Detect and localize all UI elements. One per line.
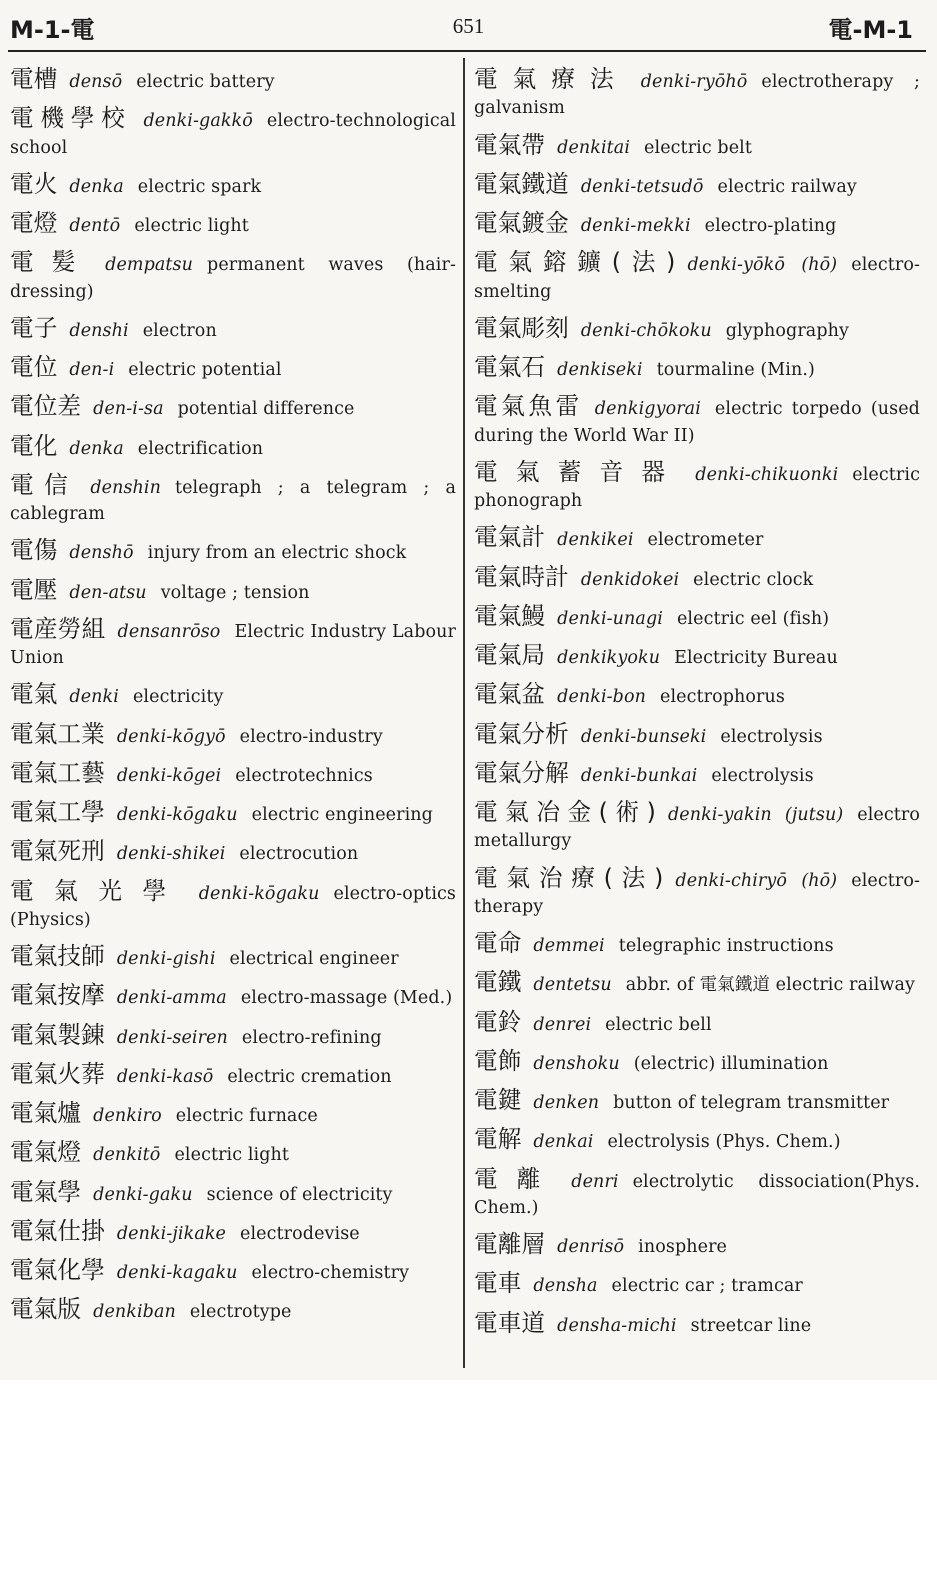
entry-romanization: denki-gishi <box>116 949 216 969</box>
dictionary-entry <box>10 393 456 422</box>
entry-romanization: denki-kasō <box>116 1066 214 1087</box>
entry-romanization: denki-chikuonki <box>695 464 839 485</box>
dictionary-entry <box>474 642 920 671</box>
entry-headword: 電氣分析 <box>474 719 569 748</box>
entry-headword: 電氣鎔鑛(法) <box>474 248 676 277</box>
entry-headword: 電火 <box>10 169 58 198</box>
entry-romanization: denki-kōgyō <box>116 726 226 747</box>
entry-definition: electrophorus <box>660 687 785 708</box>
dictionary-entry <box>474 132 920 161</box>
entry-definition: electrotechnics <box>235 765 373 786</box>
entry-definition: electro-therapy <box>474 870 921 917</box>
dictionary-entry <box>10 982 456 1011</box>
entry-headword: 電氣光學 <box>10 876 187 905</box>
entry-definition: electric railway <box>717 176 857 197</box>
entry-headword: 電車 <box>474 1269 522 1298</box>
dictionary-entry <box>10 760 456 789</box>
entry-headword: 電産勞組 <box>10 614 106 643</box>
dictionary-entry <box>10 210 456 239</box>
entry-headword: 電氣工藝 <box>10 758 105 787</box>
entry-romanization: dentetsu <box>533 975 612 996</box>
entry-definition: electric spark <box>137 176 262 197</box>
entry-headword: 電子 <box>10 313 58 342</box>
header-rule <box>8 50 926 52</box>
entry-romanization: denki-jikake <box>116 1223 227 1244</box>
entry-definition: streetcar line <box>690 1315 812 1336</box>
entry-definition: electro-industry <box>239 726 383 747</box>
dictionary-entry <box>10 1139 456 1168</box>
dictionary-entry <box>474 1126 920 1155</box>
entry-romanization: denki-gakkō <box>143 111 253 132</box>
dictionary-entry <box>474 603 920 632</box>
entry-headword: 電信 <box>10 470 79 499</box>
entry-headword: 電鈴 <box>474 1007 522 1036</box>
entry-definition: electro-massage (Med.) <box>240 988 453 1009</box>
entry-definition: abbr. of 電氣鐵道 electric railway <box>625 975 916 996</box>
entry-definition: electric phonograph <box>474 464 920 511</box>
entry-headword: 電氣版 <box>10 1295 82 1324</box>
entry-romanization: denki-tetsudō <box>580 176 704 197</box>
entry-romanization: denki-yakin (jutsu) <box>667 805 844 825</box>
entry-romanization: denki-ryōhō <box>640 72 748 92</box>
dictionary-entry <box>474 315 920 344</box>
dictionary-entry <box>10 171 456 200</box>
entry-romanization: denki-chiryō (hō) <box>675 870 838 891</box>
entry-definition: (electric) illumination <box>633 1053 829 1074</box>
entry-headword: 電離層 <box>474 1230 546 1258</box>
dictionary-entry <box>10 1296 456 1325</box>
entry-definition: electrotype <box>189 1302 292 1323</box>
entry-definition: tourmaline (Min.) <box>656 360 815 380</box>
entry-definition: telegraph ; a telegram ; a cablegram <box>10 477 457 524</box>
entry-definition: electro metallurgy <box>474 805 920 852</box>
entry-romanization: denki-mekki <box>580 216 691 236</box>
entry-definition: electro-technological school <box>10 111 456 158</box>
entry-definition: Electricity Bureau <box>674 648 838 668</box>
entry-headword: 電命 <box>474 929 522 957</box>
entry-romanization: denki-kagaku <box>116 1263 238 1283</box>
entry-romanization: denkikyoku <box>557 648 661 668</box>
entry-definition: electric potential <box>128 360 282 380</box>
entry-headword: 電離 <box>474 1164 560 1193</box>
right-column <box>474 66 920 1349</box>
dictionary-entry <box>10 66 456 95</box>
dictionary-entry <box>10 1179 456 1208</box>
dictionary-entry <box>10 315 456 344</box>
entry-definition: telegraphic instructions <box>618 936 834 956</box>
dictionary-entry <box>10 433 456 462</box>
entry-romanization: denki-gaku <box>93 1184 193 1205</box>
entry-romanization: densha <box>533 1276 598 1297</box>
entry-romanization: denka <box>69 176 124 197</box>
entry-headword: 電位差 <box>10 392 82 421</box>
dictionary-entry <box>10 249 456 305</box>
dictionary-entry <box>10 1061 456 1090</box>
entry-headword: 電壓 <box>10 575 58 604</box>
entry-definition: electric belt <box>644 137 753 158</box>
entry-romanization: den-i-sa <box>93 399 164 420</box>
entry-romanization: densō <box>69 72 123 92</box>
entry-definition: electro-smelting <box>474 255 920 302</box>
entry-romanization: denshō <box>69 543 134 564</box>
entry-romanization: den-i <box>69 360 115 380</box>
dictionary-entry <box>474 66 920 122</box>
entry-headword: 電氣燈 <box>10 1138 82 1167</box>
entry-headword: 電氣計 <box>474 523 546 552</box>
entry-romanization: denkikei <box>557 530 634 551</box>
dictionary-entry <box>474 865 920 921</box>
entry-definition: electro-plating <box>704 216 837 236</box>
entry-definition: electric clock <box>693 569 814 590</box>
entry-romanization: denki-kōgaku <box>198 883 320 904</box>
section-mark-left: M-1-電 <box>10 16 95 44</box>
entry-definition: electric bell <box>605 1014 712 1035</box>
entry-headword: 電氣鐵道 <box>474 169 569 198</box>
entry-definition: button of telegram transmitter <box>613 1093 890 1113</box>
dictionary-entry <box>474 1310 920 1339</box>
dictionary-entry <box>474 393 920 449</box>
dictionary-entry <box>474 1270 920 1299</box>
entry-definition: electrocution <box>239 844 359 865</box>
dictionary-entry <box>474 930 920 959</box>
entry-romanization: demmei <box>533 936 605 956</box>
entry-headword: 電氣石 <box>474 353 546 381</box>
dictionary-entry <box>474 799 920 855</box>
dictionary-entry <box>10 537 456 566</box>
bottom-margin <box>0 1380 937 1569</box>
dictionary-entry <box>10 943 456 972</box>
entry-headword: 電氣 <box>10 680 58 709</box>
dictionary-entry <box>10 1257 456 1286</box>
entry-headword: 電氣製錬 <box>10 1020 105 1049</box>
entry-definition: electrification <box>137 438 264 459</box>
page-number: 651 <box>452 14 485 38</box>
entry-definition: electro-chemistry <box>251 1263 410 1283</box>
entry-headword: 電氣療法 <box>474 65 629 93</box>
entry-romanization: denki-amma <box>116 988 227 1009</box>
entry-romanization: denri <box>571 1171 619 1192</box>
entry-headword: 電氣工業 <box>10 719 105 748</box>
dictionary-entry <box>474 760 920 789</box>
entry-headword: 電氣工學 <box>10 798 105 826</box>
entry-headword: 電氣火葬 <box>10 1059 105 1088</box>
dictionary-entry <box>10 1022 456 1051</box>
entry-headword: 電傷 <box>10 536 58 565</box>
dictionary-entry <box>474 354 920 383</box>
entry-romanization: denki <box>69 687 119 708</box>
entry-definition: electric light <box>134 216 249 236</box>
dictionary-entry <box>10 838 456 867</box>
entry-headword: 電氣化學 <box>10 1256 105 1284</box>
entry-romanization: denkai <box>533 1132 594 1153</box>
entry-headword: 電氣爐 <box>10 1099 82 1127</box>
entry-romanization: denki-kōgaku <box>116 805 238 825</box>
entry-definition: electron <box>142 320 217 341</box>
entry-headword: 電機學校 <box>10 104 132 133</box>
dictionary-entry <box>10 681 456 710</box>
dictionary-entry <box>474 249 920 305</box>
entry-romanization: dempatsu <box>105 255 194 276</box>
entry-definition: electro-optics (Physics) <box>10 883 456 930</box>
entry-romanization: denki-bunseki <box>580 726 707 747</box>
entry-headword: 電氣盆 <box>474 680 546 709</box>
dictionary-entry <box>10 1100 456 1129</box>
entry-romanization: denki-yōkō (hō) <box>687 255 838 276</box>
dictionary-entry <box>474 681 920 710</box>
entry-headword: 電槽 <box>10 65 58 93</box>
entry-definition: electric engineering <box>251 805 433 825</box>
entry-romanization: den-atsu <box>69 582 147 603</box>
dictionary-entry <box>474 524 920 553</box>
entry-romanization: denshin <box>90 477 161 498</box>
dictionary-entry <box>10 799 456 828</box>
dictionary-entry <box>474 1166 920 1222</box>
entry-romanization: densha-michi <box>557 1315 677 1336</box>
entry-headword: 電氣按摩 <box>10 981 105 1010</box>
entry-definition: inosphere <box>638 1237 727 1257</box>
entry-headword: 電氣鰻 <box>474 601 546 630</box>
entry-headword: 電氣鍍金 <box>474 209 569 237</box>
entry-headword: 電解 <box>474 1125 522 1154</box>
dictionary-entry <box>474 564 920 593</box>
entry-headword: 電車道 <box>474 1308 546 1337</box>
entry-definition: electrotherapy ; galvanism <box>474 72 920 119</box>
entry-headword: 電氣學 <box>10 1177 82 1206</box>
entry-definition: electrolysis <box>711 765 814 786</box>
entry-headword: 電氣時計 <box>474 562 569 591</box>
entry-romanization: denki-seiren <box>116 1027 228 1048</box>
dictionary-entry <box>10 354 456 383</box>
dictionary-entry <box>10 472 456 528</box>
entry-headword: 電氣分解 <box>474 758 569 787</box>
dictionary-entry <box>10 1218 456 1247</box>
entry-definition: electrolysis (Phys. Chem.) <box>607 1132 841 1153</box>
entry-romanization: denki-bon <box>557 687 646 708</box>
entry-headword: 電鐵 <box>474 968 522 997</box>
entry-definition: electrolytic dissociation(Phys. Chem.) <box>474 1171 920 1218</box>
entry-romanization: denshi <box>69 320 129 341</box>
entry-romanization: denkiban <box>93 1302 176 1323</box>
entry-definition: electrodevise <box>240 1223 360 1244</box>
section-mark-right: 電-M-1 <box>828 16 913 44</box>
dictionary-entry <box>474 210 920 239</box>
entry-romanization: denka <box>69 438 124 459</box>
entry-definition: electric light <box>174 1145 290 1166</box>
dictionary-entry <box>474 969 920 998</box>
entry-headword: 電化 <box>10 431 58 460</box>
entry-headword: 電燈 <box>10 209 58 237</box>
page-header <box>0 0 937 52</box>
entry-romanization: denshoku <box>533 1053 620 1074</box>
entry-romanization: dentō <box>69 216 121 236</box>
dictionary-entry <box>474 459 920 515</box>
entry-romanization: denken <box>533 1093 600 1113</box>
entry-definition: electrolysis <box>720 726 823 747</box>
dictionary-entry <box>10 105 456 161</box>
entry-romanization: denki-unagi <box>557 608 663 629</box>
entry-headword: 電氣彫刻 <box>474 313 569 342</box>
entry-headword: 電氣帶 <box>474 130 546 159</box>
entry-headword: 電氣局 <box>474 641 546 669</box>
entry-headword: 電氣仕掛 <box>10 1216 105 1245</box>
entry-romanization: denki-kōgei <box>116 765 222 786</box>
entry-definition: electro-refining <box>241 1027 382 1048</box>
entry-definition: electric eel (fish) <box>676 608 830 629</box>
entry-romanization: denkitai <box>557 137 631 158</box>
entry-romanization: denrei <box>533 1014 592 1035</box>
entry-romanization: denkiseki <box>557 360 643 380</box>
entry-headword: 電氣技師 <box>10 942 105 970</box>
dictionary-entry <box>10 878 456 934</box>
entry-headword: 電氣治療(法) <box>474 863 664 892</box>
entry-headword: 電氣魚雷 <box>474 392 583 421</box>
entry-definition: electrical engineer <box>229 949 399 969</box>
entry-romanization: denrisō <box>557 1237 625 1257</box>
entry-headword: 電位 <box>10 353 58 381</box>
entry-definition: electric furnace <box>175 1106 318 1126</box>
entry-romanization: denkiro <box>93 1106 162 1126</box>
entry-definition: voltage ; tension <box>160 582 310 603</box>
dictionary-entry <box>474 1087 920 1116</box>
entry-definition: electric cremation <box>227 1066 392 1087</box>
entry-definition: glyphography <box>725 320 849 341</box>
entry-headword: 電氣死刑 <box>10 837 105 866</box>
dictionary-entry <box>10 616 456 672</box>
entry-romanization: denkidokei <box>580 569 680 590</box>
dictionary-entry <box>10 577 456 606</box>
entry-romanization: densanrōso <box>117 621 221 642</box>
entry-romanization: denki-shikei <box>116 844 226 865</box>
entry-headword: 電鍵 <box>474 1086 522 1114</box>
entry-definition: electric torpedo (used during the World War II) <box>474 399 920 446</box>
dictionary-entry <box>474 1231 920 1260</box>
entry-definition: potential difference <box>177 399 355 420</box>
entry-romanization: denkigyorai <box>594 399 701 420</box>
entry-romanization: denkitō <box>93 1145 161 1166</box>
entry-definition: injury from an electric shock <box>147 543 407 564</box>
dictionary-entry <box>474 1009 920 1038</box>
entry-headword: 電髪 <box>10 248 94 277</box>
dictionary-entry <box>474 171 920 200</box>
entry-romanization: denki-bunkai <box>580 765 698 786</box>
entry-headword: 電飾 <box>474 1046 522 1075</box>
dictionary-entry <box>474 1048 920 1077</box>
entry-definition: electric battery <box>136 72 275 92</box>
dictionary-entry <box>474 721 920 750</box>
entry-romanization: denki-chōkoku <box>580 320 712 341</box>
left-column <box>10 66 456 1336</box>
entry-headword: 電氣冶金(術) <box>474 798 656 826</box>
entry-definition: science of electricity <box>206 1184 393 1205</box>
entry-definition: electric car ; tramcar <box>611 1276 803 1297</box>
entry-definition: electrometer <box>647 530 764 551</box>
column-divider <box>463 58 465 1368</box>
dictionary-entry <box>10 721 456 750</box>
entry-definition: Electric Industry Labour Union <box>10 621 456 668</box>
entry-definition: electricity <box>132 687 224 708</box>
entry-definition: permanent waves (hair-dressing) <box>10 255 456 302</box>
entry-headword: 電氣蓄音器 <box>474 457 684 486</box>
